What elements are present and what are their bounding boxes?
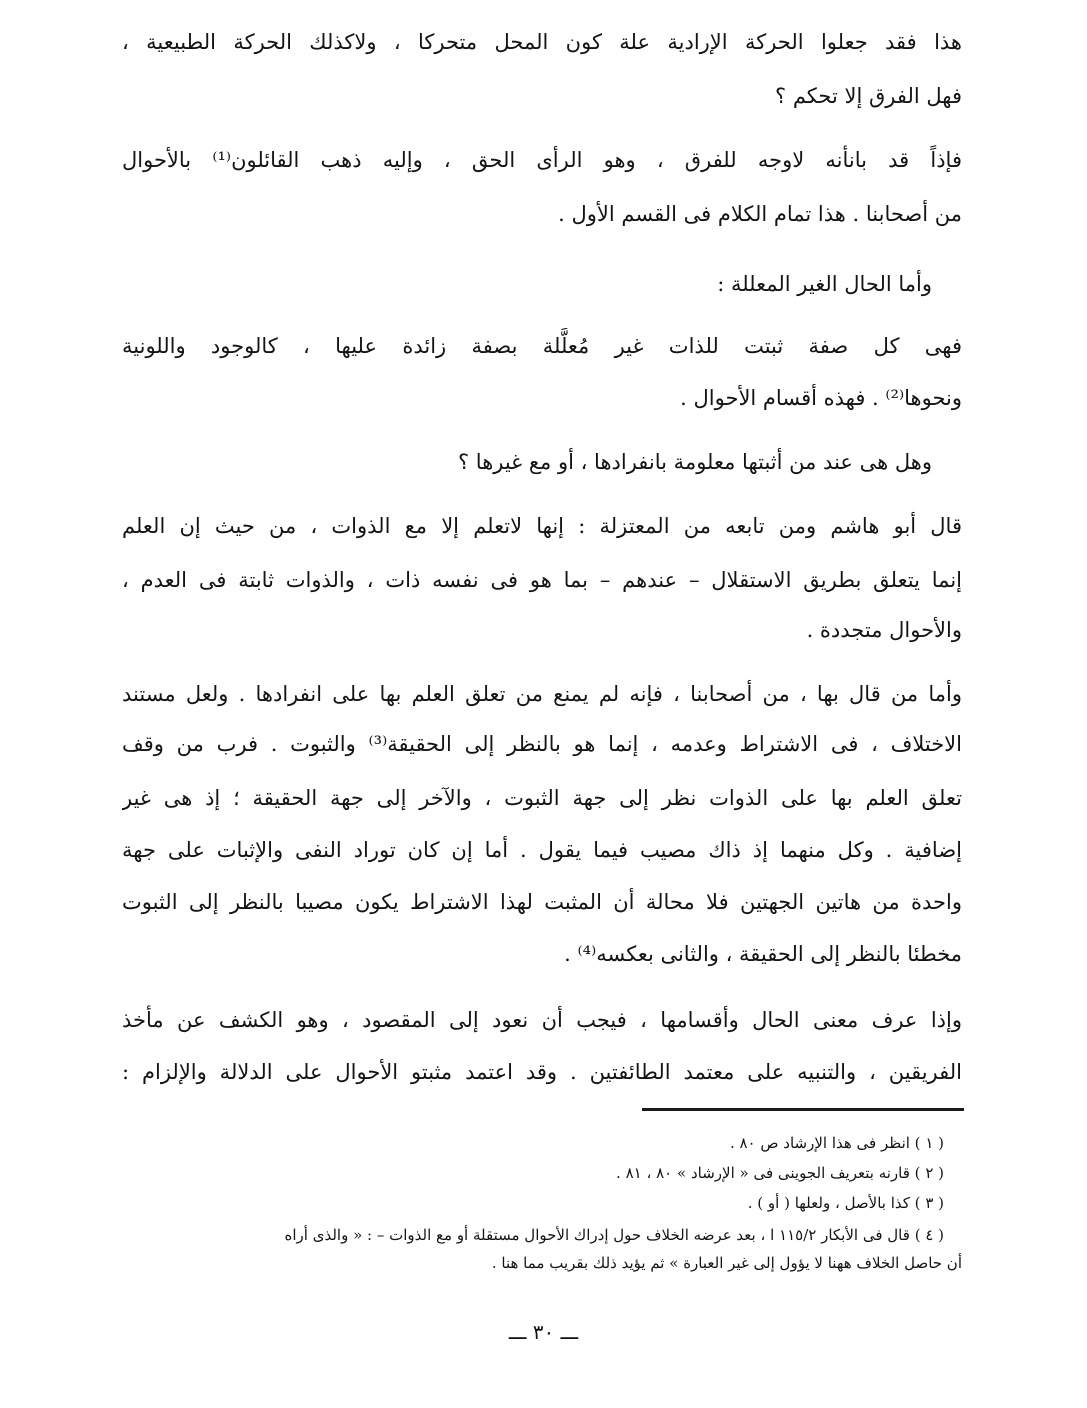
text-line: فهى كل صفة ثبتت للذات غير مُعلَّلة بصفة زائدة عليها ، كالوجود واللونية — [122, 334, 962, 358]
text-line: وأما الحال الغير المعللة : — [717, 272, 932, 296]
text-line: وهل هى عند من أثبتها معلومة بانفرادها ، أو مع غيرها ؟ — [457, 450, 932, 474]
text-line: واحدة من هاتين الجهتين فلا محالة أن المثبت لهذا الاشتراط يكون مصيبا بالنظر إلى الثبوت — [122, 890, 962, 914]
text-line: مخطئا بالنظر إلى الحقيقة ، والثانى بعكسه⁽⁴⁾ . — [564, 942, 962, 966]
footnote: أن حاصل الخلاف ههنا لا يؤول إلى غير العبارة » ثم يؤيد ذلك بقريب مما هنا . — [491, 1254, 962, 1272]
text-line: هذا فقد جعلوا الحركة الإرادية علة كون المحل متحركا ، ولاكذلك الحركة الطبيعية ، — [122, 30, 962, 54]
text-line: الفريقين ، والتنبيه على معتمد الطائفتين . وقد اعتمد مثبتو الأحوال على الدلالة والإلزام : — [122, 1060, 962, 1084]
text-line: من أصحابنا . هذا تمام الكلام فى القسم الأول . — [558, 202, 962, 226]
text-line: فهل الفرق إلا تحكم ؟ — [775, 84, 962, 108]
text-line: وإذا عرف معنى الحال وأقسامها ، فيجب أن نعود إلى المقصود ، وهو الكشف عن مأخذ — [122, 1008, 962, 1032]
text-line: إنما يتعلق بطريق الاستقلال – عندهم – بما هو فى نفسه ذات ، والذوات ثابتة فى العدم ، — [122, 568, 962, 592]
footnote: ( ٤ ) قال فى الأبكار ١١٥/٢ ا ، بعد عرضه الخلاف حول إدراك الأحوال مستقلة أو مع الذوات – : « والذى أراه — [284, 1226, 944, 1244]
text-line: تعلق العلم بها على الذوات نظر إلى جهة الثبوت ، والآخر إلى جهة الحقيقة ؛ إذ هى غير — [122, 786, 962, 810]
text-line: الاختلاف ، فى الاشتراط وعدمه ، إنما هو بالنظر إلى الحقيقة⁽³⁾ والثبوت . فرب من وقف — [122, 732, 962, 756]
text-line: قال أبو هاشم ومن تابعه من المعتزلة : إنها لاتعلم إلا مع الذوات ، من حيث إن العلم — [122, 514, 962, 538]
text-line: ونحوها⁽²⁾ . فهذه أقسام الأحوال . — [680, 386, 962, 410]
footnote-divider — [642, 1108, 964, 1111]
footnote: ( ٣ ) كذا بالأصل ، ولعلها ( أو ) . — [747, 1194, 944, 1212]
text-line: وأما من قال بها ، من أصحابنا ، فإنه لم يمنع من تعلق العلم بها على انفرادها . ولعل مستند — [122, 682, 962, 706]
text-line: فإذاً قد بانأنه لاوجه للفرق ، وهو الرأى الحق ، وإليه ذهب القائلون⁽¹⁾ بالأحوال — [122, 148, 962, 172]
page-number: ـــ ٣٠ ـــ — [508, 1320, 579, 1344]
text-line: إضافية . وكل منهما إذ ذاك مصيب فيما يقول . أما إن كان توراد النفى والإثبات على جهة — [122, 838, 962, 862]
footnote: ( ١ ) انظر فى هذا الإرشاد ص ٨٠ . — [729, 1134, 944, 1152]
text-line: والأحوال متجددة . — [806, 618, 962, 642]
footnote: ( ٢ ) قارنه بتعريف الجوينى فى « الإرشاد » ٨٠ ، ٨١ . — [616, 1164, 944, 1182]
